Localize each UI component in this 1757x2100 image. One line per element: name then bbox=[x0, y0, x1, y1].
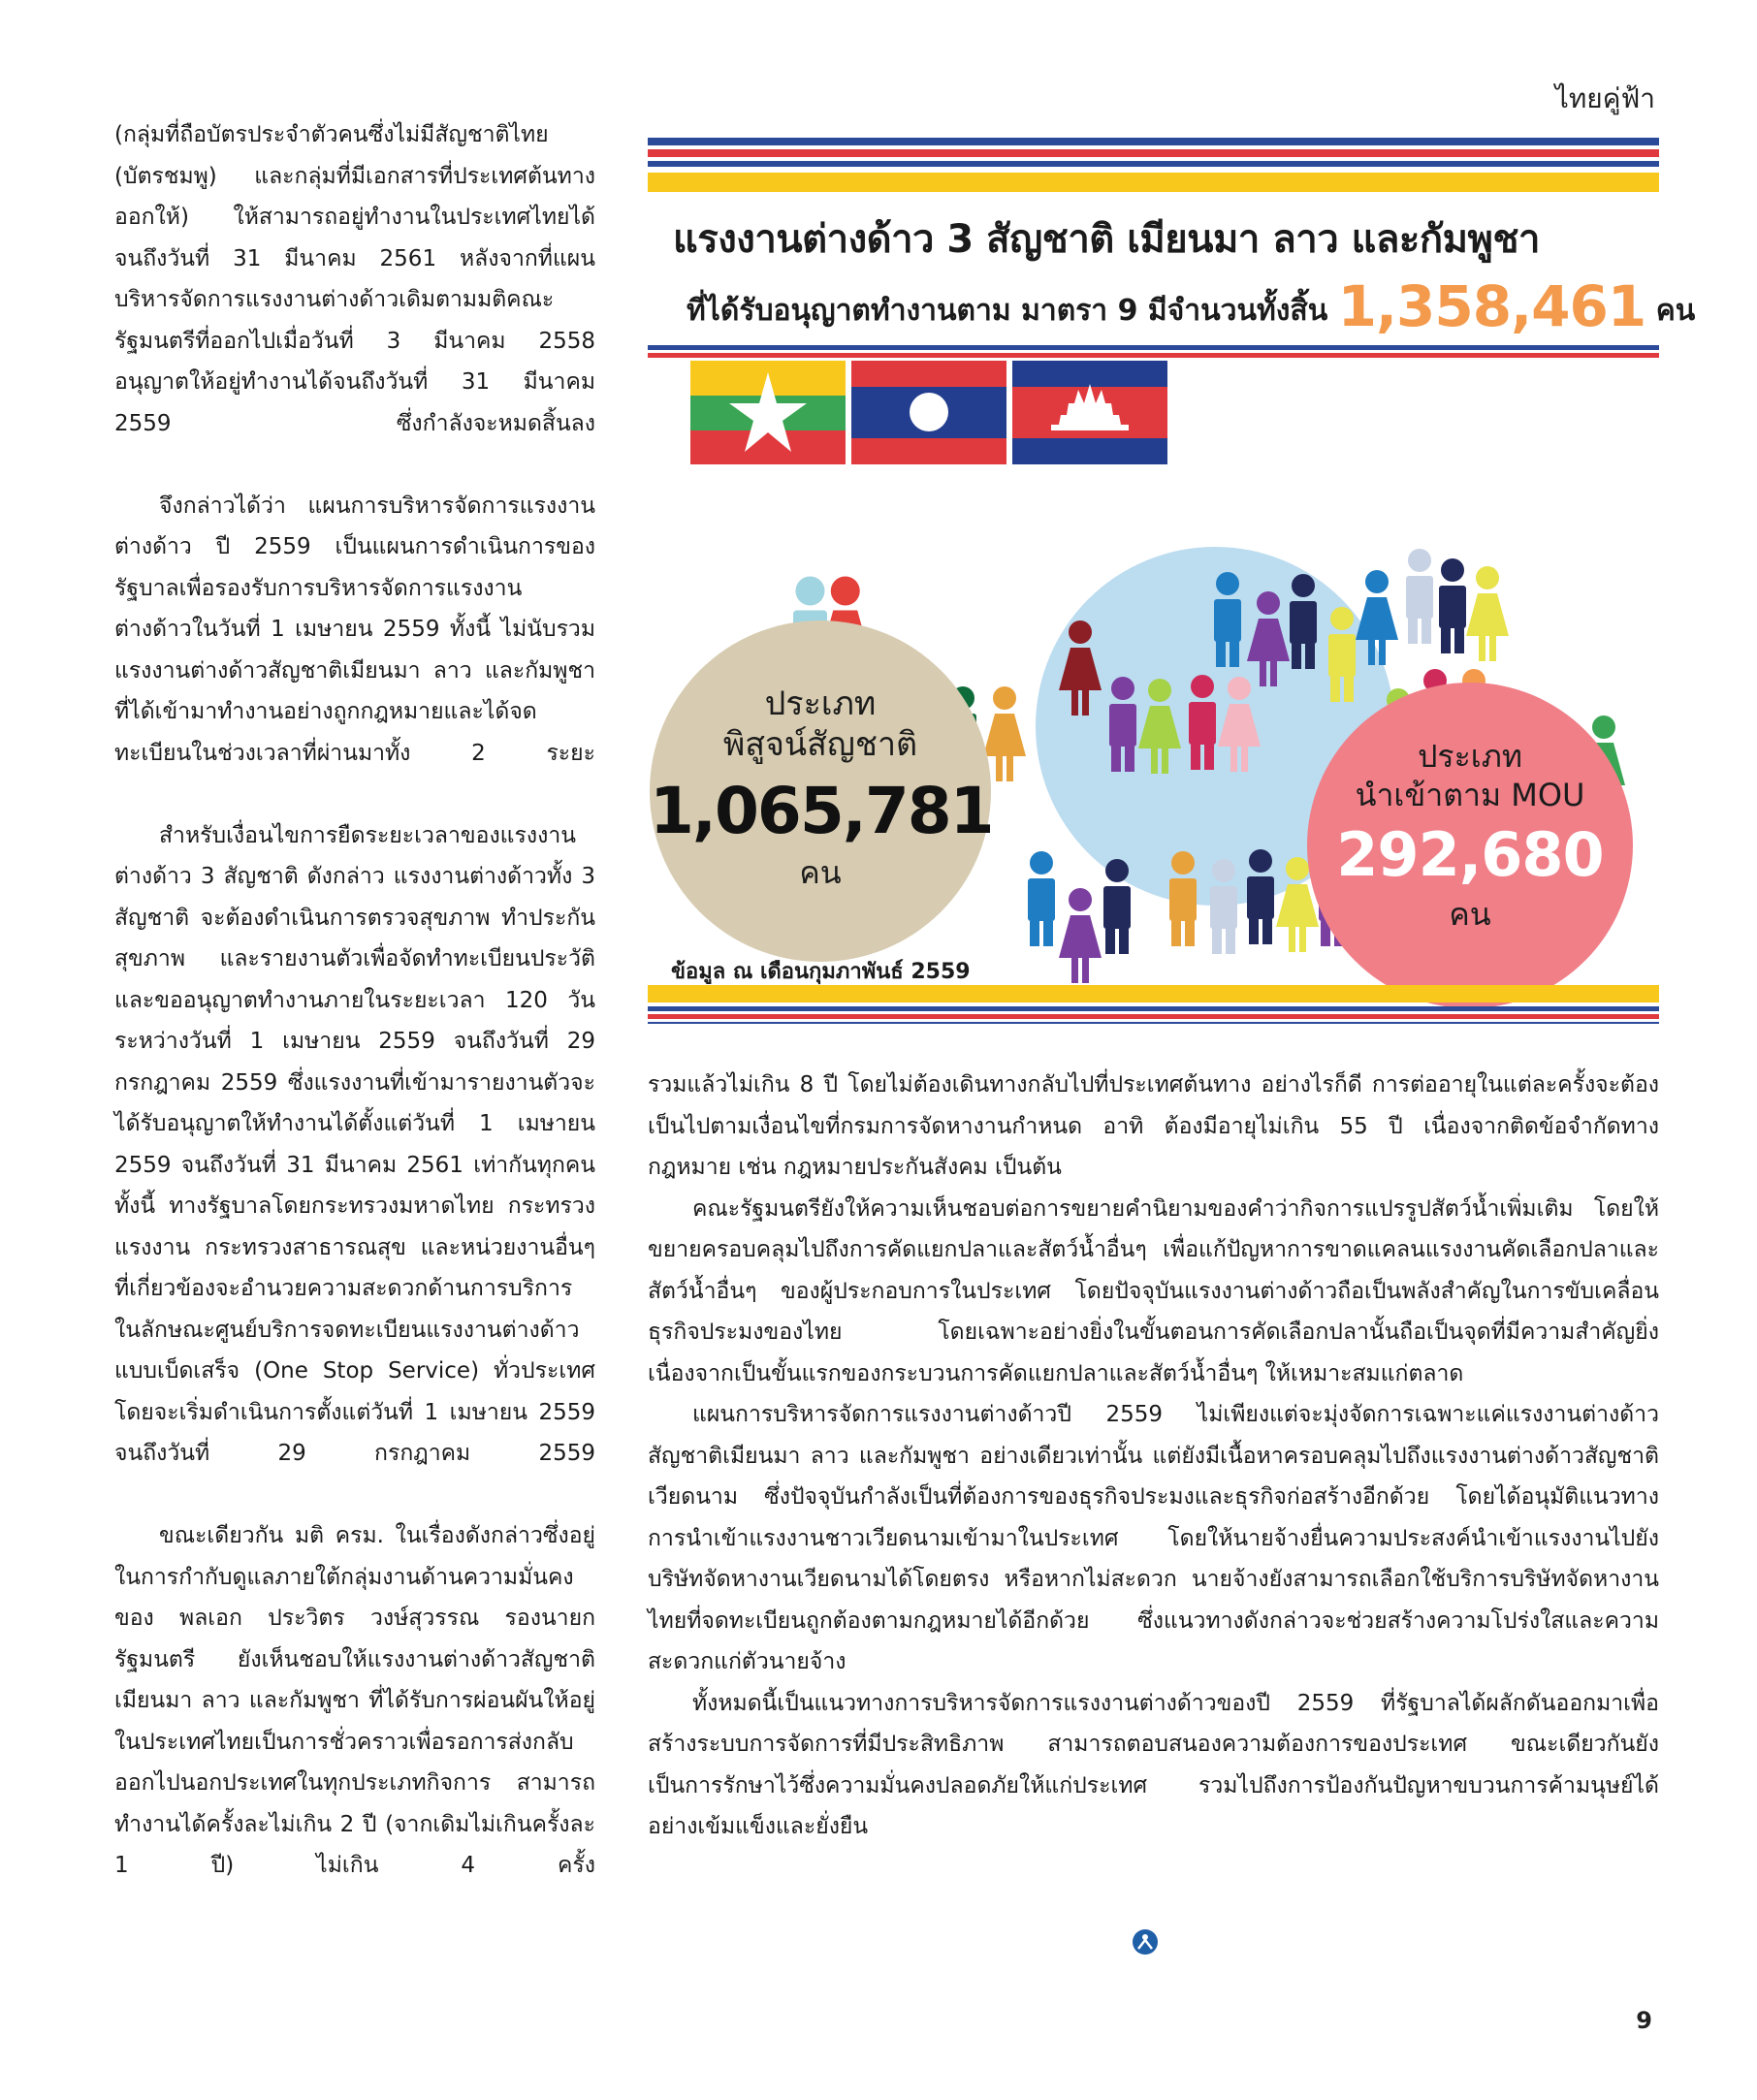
data-source-note: ข้อมูล ณ เดือนกุมภาพันธ์ 2559 bbox=[671, 960, 971, 984]
stripe-blue bbox=[648, 1022, 1659, 1024]
paragraph: แผนการบริหารจัดการแรงงานต่างด้าวปี 2559 ไม่เพียงแต่จะมุ่งจัดการเฉพาะแค่แรงงานต่างด้าวสัญชาติเมียนมา ลาว และกัมพูชา อย่างเดียวเท่านั้น แต่ยังมีเนื้อหาครอบคลุมไปถึงแรงงานต่างด้าวสัญชาติเวียดนาม ซึ่งปัจจุบันกำลังเป็นที่ต้องการของธุรกิจประมงและธุรกิจก่อสร้างอีกด้วย โดยได้อนุมัติแนวทางการนำเข้าแรงงานชาวเวียดนามเข้ามาในประเทศ โดยให้นายจ้างยื่นความประสงค์นำเข้าแรงงานไปยังบริษัทจัดหางานเวียดนามได้โดยตรง หรือหากไม่สะดวก นายจ้างยังสามารถเลือกใช้บริการบริษัทจัดหางานไทยที่จดทะเบียนถูกต้องตามกฎหมายได้อีกด้วย ซึ่งแนวทางดังกล่าวจะช่วยสร้างความโปร่งใสและความสะดวกแก่ตัวนายจ้าง bbox=[648, 1402, 1659, 1674]
infographic bbox=[648, 138, 1696, 1024]
paragraph: สำหรับเงื่อนไขการยืดระยะเวลาของแรงงานต่างด้าว 3 สัญชาติ ดังกล่าว แรงงานต่างด้าวทั้ง 3 สัญชาติ จะต้องดำเนินการตรวจสุขภาพ ทำประกันสุขภาพ และรายงานตัวเพื่อจัดทำทะเบียนประวัติและขออนุญาตทำงานภายในระยะเวลา 120 วัน ระหว่างวันที่ 1 เมษายน 2559 จนถึงวันที่ 29 กรกฎาคม 2559 ซึ่งแรงงานที่เข้ามารายงานตัวจะได้รับอนุญาตให้ทำงานได้ตั้งแต่วันที่ 1 เมษายน 2559 จนถึงวันที่ 31 มีนาคม 2561 เท่ากันทุกคน ทั้งนี้ ทางรัฐบาลโดยกระทรวงมหาดไทย กระทรวงแรงงาน กระทรวงสาธารณสุข และหน่วยงานอื่นๆ ที่เกี่ยวข้องจะอำนวยความสะดวกด้านการบริการในลักษณะศูนย์บริการจดทะเบียนแรงงานต่างด้าวแบบเบ็ดเสร็จ (One Stop Service) ทั่วประเทศ โดยจะเริ่มดำเนินการตั้งแต่วันที่ 1 เมษายน 2559 จนถึงวันที่ 29 กรกฎาคม 2559 bbox=[114, 822, 595, 1466]
nationality-verification-circle bbox=[650, 620, 991, 962]
left-unit: คน bbox=[799, 854, 842, 891]
left-column-text bbox=[114, 114, 595, 1927]
infographic-title: แรงงานต่างด้าว 3 สัญชาติ เมียนมา ลาว และกัมพูชา bbox=[673, 217, 1540, 262]
mou-import-circle bbox=[1307, 683, 1633, 1008]
stripe-red bbox=[648, 1014, 1659, 1019]
paragraph: จึงกล่าวได้ว่า แผนการบริหารจัดการแรงงานต่างด้าว ปี 2559 เป็นแผนการดำเนินการของรัฐบาลเพื่อรองรับการบริหารจัดการแรงงานต่างด้าวในวันที่ 1 เมษายน 2559 ทั้งนี้ ไม่นับรวมแรงงานต่างด้าวสัญชาติเมียนมา ลาว และกัมพูชา ที่ได้เข้ามาทำงานอย่างถูกกฎหมายและได้จดทะเบียนในช่วงเวลาที่ผ่านมาทั้ง 2 ระยะ bbox=[114, 493, 595, 766]
right-value: 292,680 bbox=[1336, 819, 1604, 890]
subtitle-text: ที่ได้รับอนุญาตทำงานตาม มาตรา 9 มีจำนวนทั้งสิ้น bbox=[687, 294, 1328, 328]
right-label-1: ประเภท bbox=[1418, 738, 1522, 775]
section-title: ไทยคู่ฟ้า bbox=[1554, 82, 1655, 114]
right-label-2: นำเข้าตาม MOU bbox=[1355, 777, 1585, 813]
paragraph: คณะรัฐมนตรียังให้ความเห็นชอบต่อการขยายคำนิยามของคำว่ากิจการแปรรูปสัตว์น้ำเพิ่มเติม โดยให้ขยายครอบคลุมไปถึงการคัดแยกปลาและสัตว์น้ำอื่นๆ เพื่อแก้ปัญหาการขาดแคลนแรงงานคัดเลือกปลาและสัตว์น้ำอื่นๆ ของผู้ประกอบการในประเทศ โดยปัจจุบันแรงงานต่างด้าวถือเป็นพลังสำคัญในการขับเคลื่อนธุรกิจประมงของไทย โดยเฉพาะอย่างยิ่งในขั้นตอนการคัดเลือกปลานั้นถือเป็นจุดที่มีความสำคัญยิ่ง เนื่องจากเป็นขั้นแรกของกระบวนการคัดแยกปลาและสัตว์น้ำอื่นๆ ให้เหมาะสมแก่ตลาด bbox=[648, 1195, 1659, 1386]
total-count: 1,358,461 bbox=[1337, 273, 1646, 339]
left-value: 1,065,781 bbox=[650, 774, 993, 848]
paragraph: รวมแล้วไม่เกิน 8 ปี โดยไม่ต้องเดินทางกลับไปที่ประเทศต้นทาง อย่างไรก็ดี การต่ออายุในแต่ละครั้งจะต้องเป็นไปตามเงื่อนไขที่กรมการจัดหางานกำหนด อาทิ ต้องมีอายุไม่เกิน 55 ปี เนื่องจากติดข้อจำกัดทางกฎหมาย เช่น กฎหมายประกันสังคม เป็นต้น bbox=[648, 1072, 1659, 1180]
article-end-icon bbox=[1133, 1929, 1158, 1955]
paragraph: (กลุ่มที่ถือบัตรประจำตัวคนซึ่งไม่มีสัญชาติไทย (บัตรชมพู) และกลุ่มที่มีเอกสารที่ประเทศต้นทางออกให้) ให้สามารถอยู่ทำงานในประเทศไทยได้จนถึงวันที่ 31 มีนาคม 2561 หลังจากที่แผนบริหารจัดการแรงงานต่างด้าวเดิมตามมติคณะรัฐมนตรีที่ออกไปเมื่อวันที่ 3 มีนาคม 2558 อนุญาตให้อยู่ทำงานได้จนถึงวันที่ 31 มีนาคม 2559 ซึ่งกำลังจะหมดสิ้นลง bbox=[114, 122, 595, 436]
page-number: 9 bbox=[1636, 2007, 1652, 2034]
paragraph: ขณะเดียวกัน มติ ครม. ในเรื่องดังกล่าวซึ่งอยู่ในการกำกับดูแลภายใต้กลุ่มงานด้านความมั่นคงของ พลเอก ประวิตร วงษ์สุวรรณ รองนายกรัฐมนตรี ยังเห็นชอบให้แรงงานต่างด้าวสัญชาติเมียนมา ลาว และกัมพูชา ที่ได้รับการผ่อนผันให้อยู่ในประเทศไทยเป็นการชั่วคราวเพื่อรอการส่งกลับออกไปนอกประเทศในทุกประเภทกิจการ สามารถทำงานได้ครั้งละไม่เกิน 2 ปี (จากเดิมไม่เกินครั้งละ 1 ปี) ไม่เกิน 4 ครั้ง bbox=[114, 1523, 595, 1878]
stripe-blue bbox=[648, 1006, 1659, 1011]
stripe-yellow bbox=[648, 985, 1659, 1002]
paragraph: ทั้งหมดนี้เป็นแนวทางการบริหารจัดการแรงงานต่างด้าวของปี 2559 ที่รัฐบาลได้ผลักดันออกมาเพื่อสร้างระบบการจัดการที่มีประสิทธิภาพ สามารถตอบสนองความต้องการของประเทศ ขณะเดียวกันยังเป็นการรักษาไว้ซึ่งความมั่นคงปลอดภัยให้แก่ประเทศ รวมไปถึงการป้องกันปัญหาขบวนการค้ามนุษย์ได้อย่างเข้มแข็งและยั่งยืน bbox=[648, 1690, 1659, 1839]
right-unit: คน bbox=[1449, 896, 1491, 933]
left-label-2: พิสูจน์สัญชาติ bbox=[722, 725, 918, 764]
left-label-1: ประเภท bbox=[764, 684, 877, 723]
right-column-text bbox=[648, 1065, 1659, 1848]
total-unit: คน bbox=[1655, 294, 1696, 328]
